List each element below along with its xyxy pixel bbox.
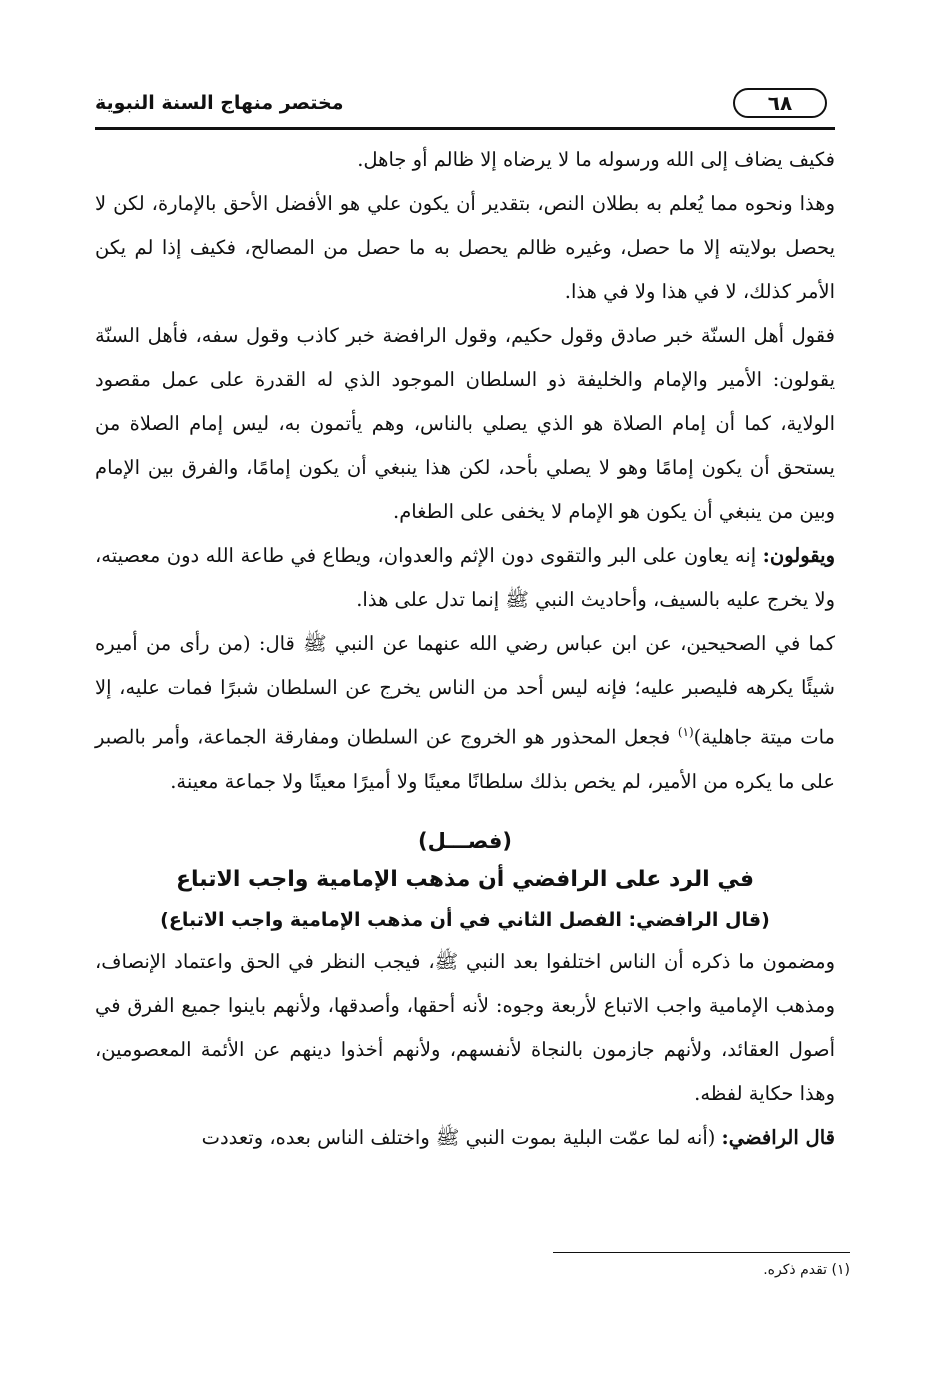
body-text xyxy=(95,138,835,1160)
footnote-rule xyxy=(553,1252,850,1253)
footnote: (١) تقدم ذكره. xyxy=(763,1262,850,1278)
paragraph-7 xyxy=(95,1116,835,1160)
page-header xyxy=(95,88,835,126)
paragraph-7-lead: قال الرافضي: xyxy=(721,1125,835,1149)
paragraph-6: ومضمون ما ذكره أن الناس اختلفوا بعد النبي ﷺ، فيجب النظر في الحق واعتماد الإنصاف، ومذهب الإمامية واجب الاتباع لأربعة وجوه: لأنه أحقها، وأصدقها، ولأنهم باينوا جميع الفرق في أصول العقائد، ولأنهم جازمون بالنجاة لأنفسهم، ولأنهم أخذوا دينهم عن الأئمة المعصومين، وهذا حكاية لفظه. xyxy=(95,949,835,1105)
paragraph-4 xyxy=(95,534,835,622)
paragraph-7-text: (أنه لما عمّت البلية بموت النبي ﷺ واختلف الناس بعده، وتعددت xyxy=(201,1125,722,1149)
footnote-marker: (١) xyxy=(677,725,694,739)
page-number: ٦٨ xyxy=(733,88,827,118)
section-subtitle: (قال الرافضي: الفصل الثاني في أن مذهب الإمامية واجب الاتباع) xyxy=(160,908,770,931)
paragraph-4-lead: ويقولون: xyxy=(762,544,835,567)
paragraph-5-text: كما في الصحيحين، عن ابن عباس رضي الله عنهما عن النبي ﷺ قال: (من رأى من أميره شيئًا يكرهه فليصبر عليه؛ فإنه ليس أحد من الناس يخرج عن السلطان شبرًا فمات عليه، إلا مات ميتة جاهلية) xyxy=(95,632,835,749)
section-label: (فصـــل) xyxy=(418,828,512,853)
paragraph-5-text-cont: فجعل المحذور هو الخروج عن السلطان ومفارقة الجماعة، وأمر بالصبر على ما يكره من الأمير، لم يخص بذلك سلطانًا معينًا ولا أميرًا معينًا ولا جماعة معينة. xyxy=(95,725,835,793)
section-heading xyxy=(95,822,835,940)
paragraph-1: فكيف يضاف إلى الله ورسوله ما لا يرضاه إلا ظالم أو جاهل. xyxy=(357,148,835,171)
paragraph-4-text: إنه يعاون على البر والتقوى دون الإثم والعدوان، ويطاع في طاعة الله دون معصيته، ولا يخرج عليه بالسيف، وأحاديث النبي ﷺ إنما تدل على هذا. xyxy=(95,544,835,611)
running-title: مختصر منهاج السنة النبوية xyxy=(95,92,344,114)
paragraph-3: فقول أهل السنّة خبر صادق وقول حكيم، وقول الرافضة خبر كاذب وقول سفه، فأهل السنّة يقولون: الأمير والإمام والخليفة ذو السلطان الموجود الذي له القدرة على عمل مقصود الولاية، كما أن إمام الصلاة هو الذي يصلي بالناس، وهم يأتمون به، ليس إمام الصلاة من يستحق أن يكون إمامًا وهو لا يصلي بأحد، لكن هذا ينبغي أن يكون إمامًا، والفرق بين الإمام وبين من ينبغي أن يكون هو الإمام لا يخفى على الطغام. xyxy=(95,324,835,523)
header-rule xyxy=(95,127,835,130)
paragraph-5 xyxy=(95,622,835,804)
paragraph-2: وهذا ونحوه مما يُعلم به بطلان النص، بتقدير أن يكون علي هو الأفضل الأحق بالإمارة، لكن لا يحصل بولايته إلا ما حصل، وغيره ظالم يحصل به ما حصل من المصالح، فكيف إذا لم يكن الأمر كذلك، لا في هذا ولا في هذا. xyxy=(95,192,835,303)
section-title: في الرد على الرافضي أن مذهب الإمامية واجب الاتباع xyxy=(175,866,755,892)
